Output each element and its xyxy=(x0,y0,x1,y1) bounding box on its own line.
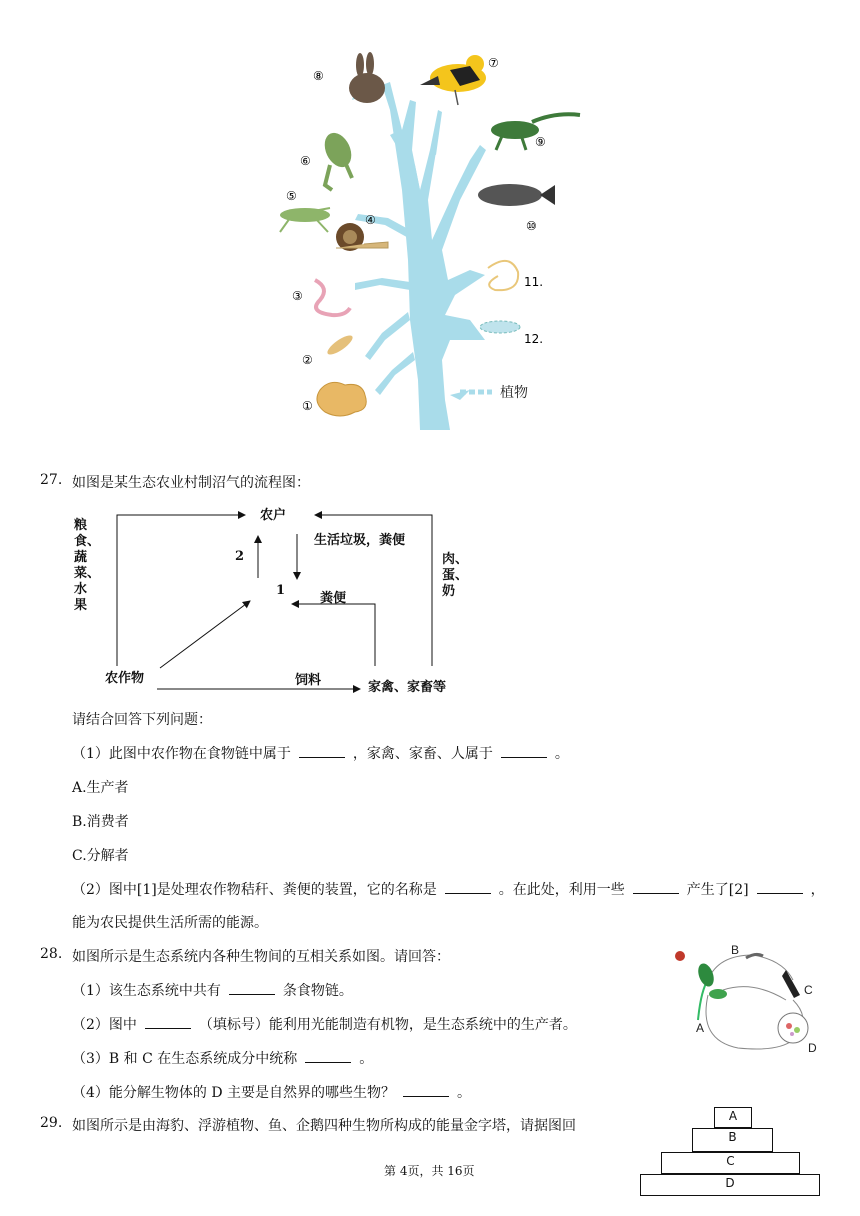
label-1: ① xyxy=(302,399,313,413)
label-9: ⑨ xyxy=(535,135,546,149)
q27-part2-cont: 能为农民提供生活所需的能源。 xyxy=(72,915,268,931)
fish-image xyxy=(478,184,555,206)
label-10: ⑩ xyxy=(526,219,537,233)
q29-number: 29. xyxy=(40,1115,63,1131)
pyramid-level-c: C xyxy=(661,1152,800,1174)
q28-s1: （1）该生态系统中共有 条食物链。 xyxy=(72,983,353,999)
fig-label-a: A xyxy=(696,1021,705,1035)
answer-blank[interactable] xyxy=(633,881,679,894)
label-4: ④ xyxy=(365,213,376,227)
bird-image xyxy=(420,55,486,105)
fig-label-c: C xyxy=(804,983,813,997)
q27-stem: 如图是某生态农业村制沼气的流程图： xyxy=(72,475,310,491)
ecosystem-cycle-figure xyxy=(668,940,828,1060)
label-7: ⑦ xyxy=(488,56,499,70)
answer-blank[interactable] xyxy=(403,1084,449,1097)
answer-blank[interactable] xyxy=(229,982,275,995)
node-crops: 农作物 xyxy=(105,671,145,686)
label-8: ⑧ xyxy=(313,69,324,83)
answer-blank[interactable] xyxy=(501,745,547,758)
plant-label: 植物 xyxy=(500,385,528,401)
label-12: 12. xyxy=(524,332,544,346)
food-web-tree-figure xyxy=(270,40,590,432)
label-waste: 生活垃圾，粪便 xyxy=(314,533,406,548)
q28-s2: （2）图中 （填标号）能利用光能制造有机物，是生态系统中的生产者。 xyxy=(72,1017,577,1033)
worm-image xyxy=(315,280,350,315)
label-food-right: 肉、蛋、奶 xyxy=(442,552,469,599)
grasshopper-image xyxy=(280,208,330,232)
q28-s4: （4）能分解生物体的 D 主要是自然界的哪些生物？ 。 xyxy=(72,1085,472,1101)
node-livestock: 家禽、家畜等 xyxy=(368,680,447,695)
q27-number: 27. xyxy=(40,472,63,488)
page-footer: 第 4页，共 16页 xyxy=(384,1164,475,1178)
pyramid-level-b: B xyxy=(692,1128,773,1152)
bird-icon xyxy=(782,970,800,998)
label-6: ⑥ xyxy=(300,154,311,168)
answer-blank[interactable] xyxy=(445,881,491,894)
tree-shape xyxy=(352,82,486,430)
label-11: 11. xyxy=(524,275,544,289)
q29-stem: 如图所示是由海豹、浮游植物、鱼、企鹅四种生物所构成的能量金字塔，请据图回 xyxy=(72,1118,576,1134)
q27-part2: （2）图中[1]是处理农作物秸秆、粪便的装置，它的名称是 。在此处，利用一些 产生了[2] ， xyxy=(72,882,825,898)
biogas-flow-diagram xyxy=(70,498,480,698)
snail-image xyxy=(336,223,388,251)
q27-part1: （1）此图中农作物在食物链中属于 ，家禽、家畜、人属于 。 xyxy=(72,746,569,762)
label-2: ② xyxy=(302,353,313,367)
label-food-left: 粮食、蔬菜、水果 xyxy=(74,518,101,613)
node-farmer: 农户 xyxy=(260,508,287,523)
label-node1: 1 xyxy=(276,583,286,598)
answer-blank[interactable] xyxy=(145,1016,191,1029)
option-c: C.分解者 xyxy=(72,848,129,864)
label-5: ⑤ xyxy=(286,189,297,203)
flatworm-image xyxy=(325,332,355,357)
plant-leaf-icon xyxy=(695,961,716,988)
q28-s3: （3）B 和 C 在生态系统成分中统称 。 xyxy=(72,1051,374,1067)
amoeba-image xyxy=(317,382,366,416)
label-feed: 饲料 xyxy=(295,673,322,688)
answer-blank[interactable] xyxy=(299,745,345,758)
pyramid-level-a: A xyxy=(714,1107,752,1128)
answer-blank[interactable] xyxy=(305,1050,351,1063)
q28-stem: 如图所示是生态系统内各种生物间的互相关系如图。请回答： xyxy=(72,949,450,965)
option-a: A.生产者 xyxy=(72,780,129,796)
pyramid-level-d: D xyxy=(640,1174,820,1196)
rabbit-image xyxy=(349,52,385,103)
answer-blank[interactable] xyxy=(757,881,803,894)
frog-image xyxy=(320,129,357,190)
fig-label-b: B xyxy=(731,943,740,957)
label-node2: 2 xyxy=(235,549,245,564)
bacteria-image xyxy=(480,321,520,333)
sun-icon xyxy=(675,951,685,961)
q28-number: 28. xyxy=(40,946,63,962)
label-3: ③ xyxy=(292,289,303,303)
q27-prompt: 请结合回答下列问题： xyxy=(72,712,212,728)
nematode-image xyxy=(488,261,518,290)
option-b: B.消费者 xyxy=(72,814,129,830)
label-manure: 粪便 xyxy=(320,591,347,606)
fig-label-d: D xyxy=(808,1041,817,1055)
